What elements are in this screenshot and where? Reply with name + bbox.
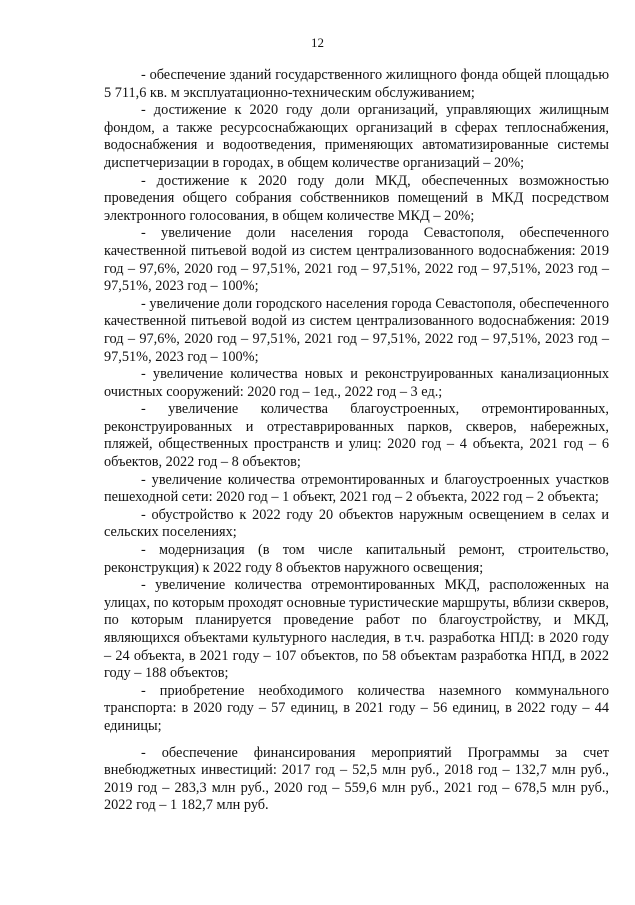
list-item: - приобретение необходимого количества наземного коммунального транспорта: в 2020 году – 57 единиц, в 2021 году – 56 единиц, в 2022 году – 44 единицы; [104, 682, 609, 734]
list-item: - увеличение количества благоустроенных, отремонтированных, реконструированных и отреставрированных парков, скверов, набережных, пляжей, общественных пространств и улиц: 2020 год – 4 объекта, 2021 год – 6 объектов, 2022 год – 8 объектов; [104, 401, 609, 471]
list-item: - увеличение доли населения города Севастополя, обеспеченного качественной питьевой водой из систем централизованного водоснабжения: 2019 год – 97,6%, 2020 год – 97,51%, 2021 год – 97,51%, 2022 год – 97,51%, 2023 год – 97,51%, 2023 год – 100%; [104, 225, 609, 295]
list-item: - обеспечение финансирования мероприятий Программы за счет внебюджетных инвестиций: 2017 год – 52,5 млн руб., 2018 год – 132,7 млн руб., 2019 год – 283,3 млн руб., 2020 год – 559,6 млн руб., 2021 год – 678,5 млн руб., 2022 год – 1 182,7 млн руб. [104, 744, 609, 814]
list-item: - увеличение количества новых и реконструированных канализационных очистных сооружений: 2020 год – 1ед., 2022 год – 3 ед.; [104, 366, 609, 400]
list-item: - достижение к 2020 году доли организаций, управляющих жилищным фондом, а также ресурсоснабжающих организаций в сферах теплоснабжения, водоснабжения и водоотведения, применяющих автоматизированные системы диспетчеризации в городах, в общем количестве организаций – 20%; [104, 102, 609, 171]
page-number: 12 [311, 35, 324, 50]
document-body [104, 67, 609, 815]
list-item: - увеличение доли городского населения города Севастополя, обеспеченного качественной питьевой водой из систем централизованного водоснабжения: 2019 год – 97,6%, 2020 год – 97,51%, 2021 год – 97,51%, 2022 год – 97,51%, 2023 год – 97,51%, 2023 год – 100%; [104, 295, 609, 365]
list-item: - увеличение количества отремонтированных и благоустроенных участков пешеходной сети: 2020 год – 1 объект, 2021 год – 2 объекта, 2022 год – 2 объекта; [104, 471, 609, 506]
list-item: - обустройство к 2022 году 20 объектов наружным освещением в селах и сельских поселениях; [104, 506, 609, 541]
list-item: - увеличение количества отремонтированных МКД, расположенных на улицах, по которым проходят основные туристические маршруты, вблизи скверов, по которым планируется проведение работ по благоустройству, и МКД, являющихся объектами культурного наследия, в т.ч. разработка НПД: в 2020 году – 24 объекта, в 2021 году – 107 объектов, по 58 объектам разработка НПД, в 2022 году – 188 объектов; [104, 577, 609, 682]
list-item: - модернизация (в том числе капитальный ремонт, строительство, реконструкция) к 2022 году 8 объектов наружного освещения; [104, 542, 609, 576]
list-item: - достижение к 2020 году доли МКД, обеспеченных возможностью проведения общего собрания собственников помещений в МКД посредством электронного голосования, в общем количестве МКД – 20%; [104, 172, 609, 224]
list-item: - обеспечение зданий государственного жилищного фонда общей площадью 5 711,6 кв. м эксплуатационно-техническим обслуживанием; [104, 67, 609, 101]
